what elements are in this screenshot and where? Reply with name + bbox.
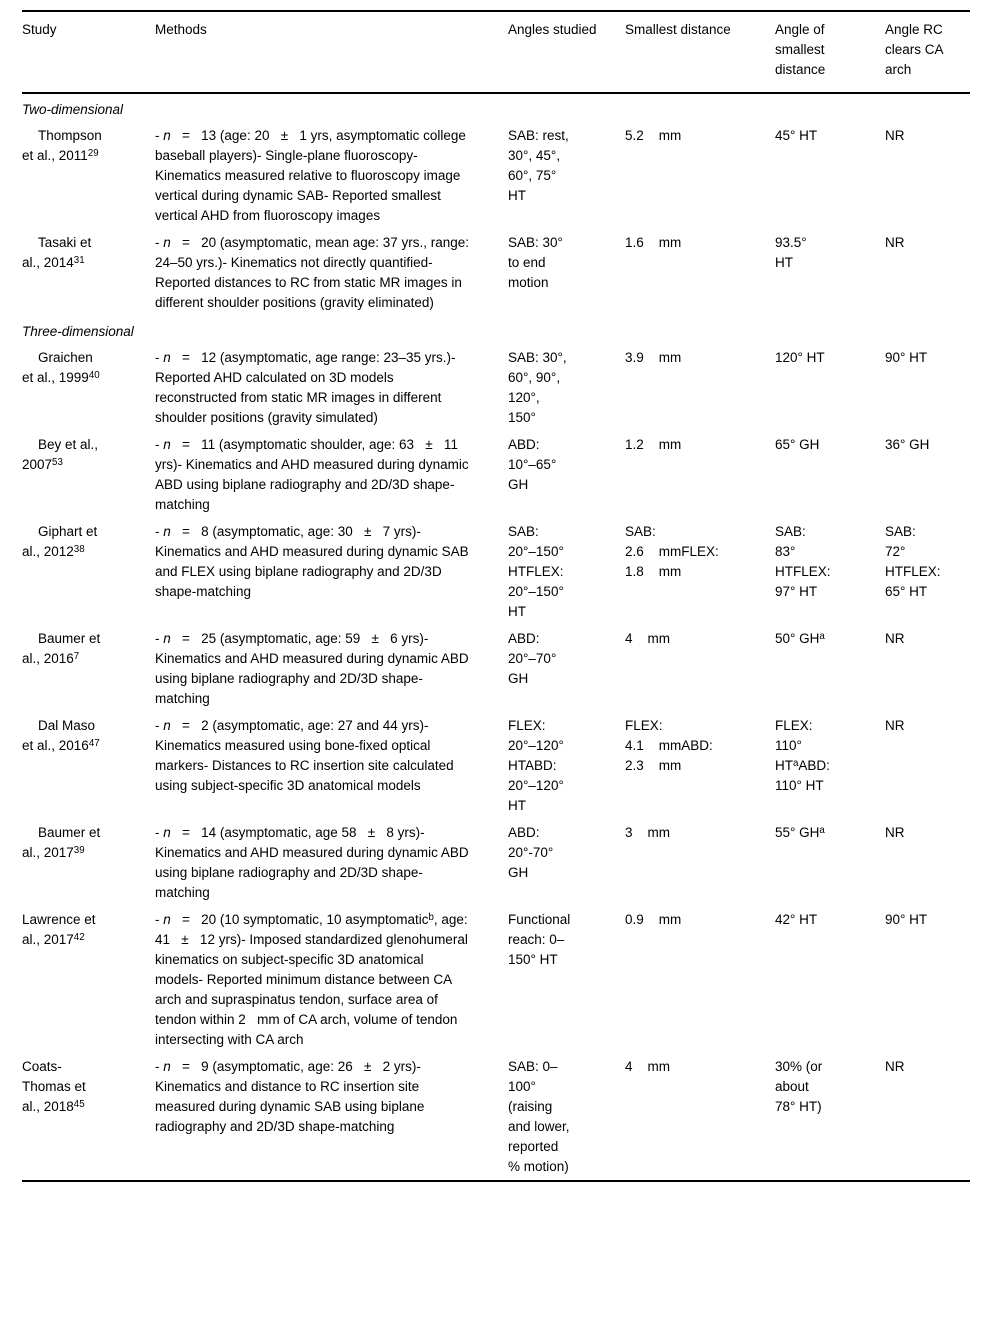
smallest-distance-cell: SAB: 2.6 mmFLEX: 1.8 mm xyxy=(625,524,719,579)
section-row-three-dimensional xyxy=(22,316,970,344)
angle-of-smallest-distance-cell: FLEX: 110° $HT^aABD$: 110° HT xyxy=(775,718,830,793)
smallest-distance-cell: 1.6 mm xyxy=(625,235,682,250)
angle-rc-clears-cell: NR xyxy=(885,1059,905,1074)
section-label: Two-dimensional xyxy=(22,102,124,117)
methods-cell: - n = 9 (asymptomatic, age: 26 ± 2 yrs)- Kinematics and distance to RC insertion site measured during dynamic SAB using biplane radiography and 2D/3D shape-matching xyxy=(155,1059,429,1134)
methods-cell: - n = 20 (asymptomatic, mean age: 37 yrs., range: 24–50 yrs.)- Kinematics not directly quantified- Reported distances to RC from static MR images in different shoulder positions (gravity eliminated) xyxy=(155,235,473,310)
table-row-bey-2007 xyxy=(22,431,970,518)
table-row-baumer-2017 xyxy=(22,819,970,906)
angle-rc-clears-cell: NR xyxy=(885,825,905,840)
methods-cell: - n = 8 (asymptomatic, age: 30 ± 7 yrs)- Kinematics and AHD measured during dynamic SAB and FLEX using biplane radiography and 2D/3D shape-matching xyxy=(155,524,473,599)
angle-rc-clears-cell: NR xyxy=(885,718,905,733)
smallest-distance-cell: 3.9 mm xyxy=(625,350,682,365)
angle-of-smallest-distance-cell: 93.5° HT xyxy=(775,235,807,270)
angle-rc-clears-cell: NR xyxy=(885,235,905,250)
angle-rc-clears-cell: 36° GH xyxy=(885,437,930,452)
section-label: Three-dimensional xyxy=(22,324,134,339)
header-row xyxy=(22,11,970,93)
table-row-coats-thomas-2018 xyxy=(22,1053,970,1181)
angles-studied-cell: SAB: 20°–150° HTFLEX: 20°–150° HT xyxy=(508,524,564,619)
angle-of-smallest-distance-cell: SAB: 83° HTFLEX: 97° HT xyxy=(775,524,831,599)
angle-of-smallest-distance-cell: 30% (or about 78° HT) xyxy=(775,1059,823,1114)
methods-cell: - n = 14 (asymptomatic, age 58 ± 8 yrs)- Kinematics and AHD measured during dynamic ABD using biplane radiography and 2D/3D shape-matching xyxy=(155,825,473,900)
col-header-methods: Methods xyxy=(155,22,207,37)
smallest-distance-cell: 4 mm xyxy=(625,1059,671,1074)
angle-of-smallest-distance-cell: 45° HT xyxy=(775,128,818,143)
table-row-tasaki-2014 xyxy=(22,229,970,316)
table-body xyxy=(22,93,970,1181)
table-row-lawrence-2017 xyxy=(22,906,970,1053)
study-cell: Baumer et al., 2016$^7$ xyxy=(22,631,101,666)
study-cell: Graichen et al., 1999$^{40}$ xyxy=(22,350,100,385)
methods-cell: - n = 13 (age: 20 ± 1 yrs, asymptomatic college baseball players)- Single-plane fluoroscopy- Kinematics measured relative to fluoroscopy image vertical during dynamic SAB- Reported smallest vertical AHD from fluoroscopy images xyxy=(155,128,470,223)
angles-studied-cell: ABD: 20°–70° GH xyxy=(508,631,557,686)
table-row-dal-maso-2016 xyxy=(22,712,970,819)
table-row-baumer-2016 xyxy=(22,625,970,712)
smallest-distance-cell: 1.2 mm xyxy=(625,437,682,452)
smallest-distance-cell: 3 mm xyxy=(625,825,671,840)
study-cell: Bey et al., 2007$^{53}$ xyxy=(22,437,99,472)
table-header xyxy=(22,11,970,93)
angle-of-smallest-distance-cell: 42° HT xyxy=(775,912,818,927)
methods-cell: - n = 25 (asymptomatic, age: 59 ± 6 yrs)- Kinematics and AHD measured during dynamic ABD using biplane radiography and 2D/3D shape-matching xyxy=(155,631,473,706)
col-header-angle-rc-clears-ca-arch: Angle RC clears CA arch xyxy=(885,22,947,77)
studies-table xyxy=(22,10,970,1182)
angles-studied-cell: SAB: 0– 100° (raising and lower, reported % motion) xyxy=(508,1059,570,1174)
col-header-angle-of-smallest-distance: Angle of smallest distance xyxy=(775,22,829,77)
angle-of-smallest-distance-cell: 55° $GH^a$ xyxy=(775,824,825,840)
table-row-thompson-2011 xyxy=(22,122,970,229)
angle-of-smallest-distance-cell: 50° $GH^a$ xyxy=(775,630,825,646)
col-header-smallest-distance: Smallest distance xyxy=(625,22,731,37)
angle-rc-clears-cell: 90° HT xyxy=(885,350,928,365)
smallest-distance-cell: 5.2 mm xyxy=(625,128,682,143)
smallest-distance-cell: 4 mm xyxy=(625,631,671,646)
angles-studied-cell: ABD: 10°–65° GH xyxy=(508,437,557,492)
angle-rc-clears-cell: NR xyxy=(885,631,905,646)
study-cell: Dal Maso et al., 2016$^{47}$ xyxy=(22,718,100,753)
angle-of-smallest-distance-cell: 65° GH xyxy=(775,437,820,452)
angles-studied-cell: SAB: 30° to end motion xyxy=(508,235,563,290)
angle-rc-clears-cell: NR xyxy=(885,128,905,143)
angles-studied-cell: FLEX: 20°–120° HTABD: 20°–120° HT xyxy=(508,718,564,813)
methods-cell: - n = 2 (asymptomatic, age: 27 and 44 yrs)- Kinematics measured using bone-fixed optical markers- Distances to RC insertion site calculated using subject-specific 3D anatomical models xyxy=(155,718,458,793)
angles-studied-cell: SAB: 30°, 60°, 90°, 120°, 150° xyxy=(508,350,567,425)
methods-cell: - n = 12 (asymptomatic, age range: 23–35 yrs.)- Reported AHD calculated on 3D models reconstructed from static MR images in different shoulder positions (gravity simulated) xyxy=(155,350,460,425)
angles-studied-cell: ABD: 20°-70° GH xyxy=(508,825,554,880)
table-row-giphart-2012 xyxy=(22,518,970,625)
col-header-study: Study xyxy=(22,22,57,37)
study-cell: Coats- Thomas et al., 2018$^{45}$ xyxy=(22,1059,86,1114)
study-cell: Thompson et al., 2011$^{29}$ xyxy=(22,128,102,163)
col-header-angles-studied: Angles studied xyxy=(508,22,597,37)
study-cell: Lawrence et al., 2017$^{42}$ xyxy=(22,912,96,947)
angle-rc-clears-cell: SAB: 72° HTFLEX: 65° HT xyxy=(885,524,941,599)
study-cell: Baumer et al., 2017$^{39}$ xyxy=(22,825,101,860)
study-cell: Tasaki et al., 2014$^{31}$ xyxy=(22,235,92,270)
table-row-graichen-1999 xyxy=(22,344,970,431)
study-cell: Giphart et al., 2012$^{38}$ xyxy=(22,524,98,559)
section-row-two-dimensional xyxy=(22,93,970,122)
angle-rc-clears-cell: 90° HT xyxy=(885,912,928,927)
angles-studied-cell: Functional reach: 0– 150° HT xyxy=(508,912,571,967)
smallest-distance-cell: 0.9 mm xyxy=(625,912,682,927)
methods-cell: - n = 11 (asymptomatic shoulder, age: 63 ± 11 yrs)- Kinematics and AHD measured during dynamic ABD using biplane radiography and 2D/3D shape-matching xyxy=(155,437,472,512)
angle-of-smallest-distance-cell: 120° HT xyxy=(775,350,825,365)
angles-studied-cell: SAB: rest, 30°, 45°, 60°, 75° HT xyxy=(508,128,569,203)
methods-cell: - n = 20 (10 symptomatic, 10 asymptomatic$^b$, age: 41 ± 12 yrs)- Imposed standardized glenohumeral kinematics on subject-specific 3D anatomical models- Reported minimum distance between CA arch and supraspinatus tendon, surface area of tendon within 2 mm of CA arch, volume of tendon intersecting with CA arch xyxy=(155,911,472,1047)
smallest-distance-cell: FLEX: 4.1 mmABD: 2.3 mm xyxy=(625,718,713,773)
